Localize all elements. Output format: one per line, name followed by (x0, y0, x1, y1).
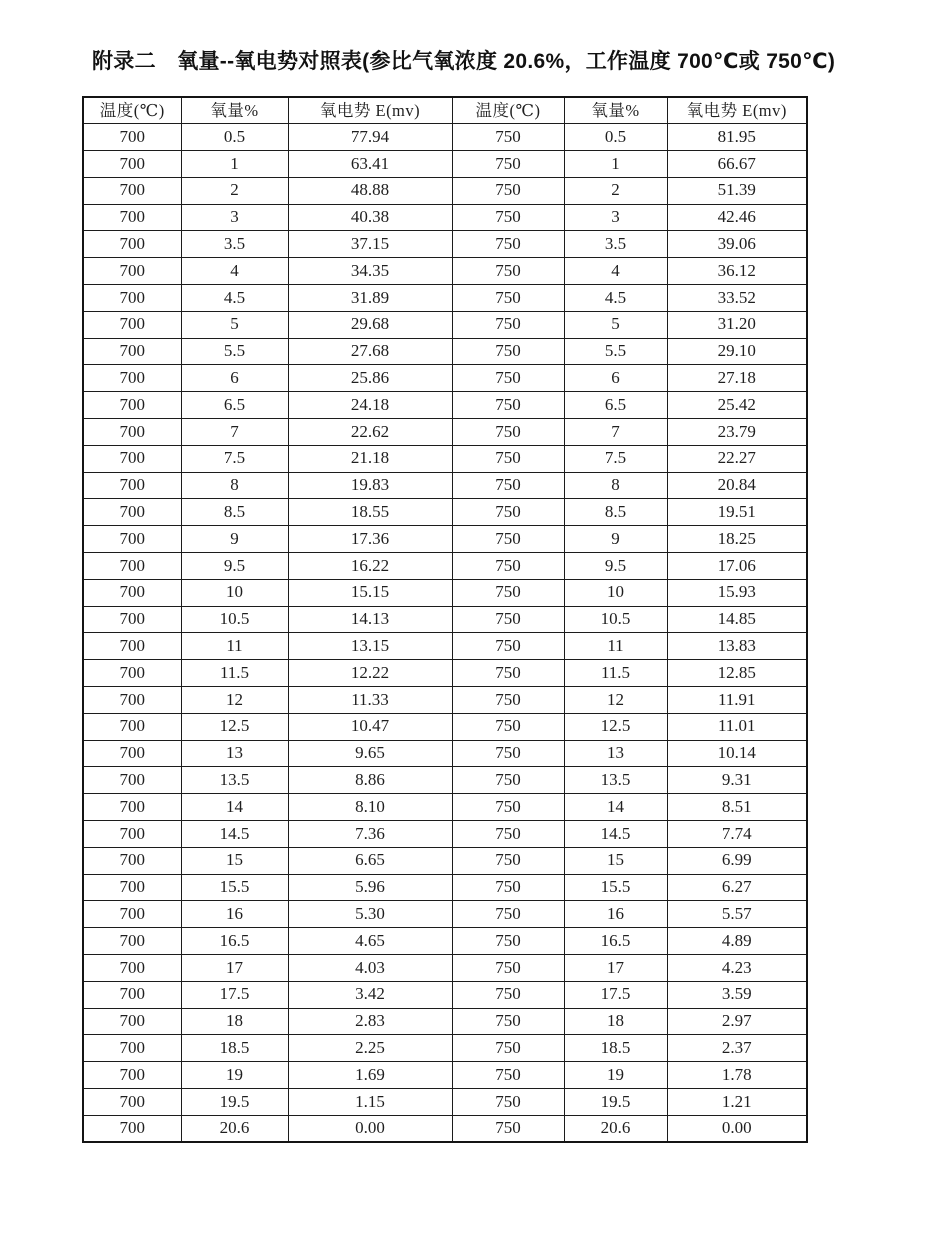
table-row (83, 365, 807, 392)
table-row (83, 713, 807, 740)
table-cell: 12 (181, 687, 288, 714)
table-cell: 14.13 (288, 606, 452, 633)
table-cell: 17.5 (564, 981, 667, 1008)
table-cell: 20.84 (667, 472, 807, 499)
table-row (83, 767, 807, 794)
table-cell: 5.5 (564, 338, 667, 365)
table-cell: 13 (564, 740, 667, 767)
table-cell: 750 (452, 955, 564, 982)
table-cell: 700 (83, 338, 181, 365)
table-row (83, 847, 807, 874)
table-cell: 7.5 (564, 445, 667, 472)
table-cell: 700 (83, 499, 181, 526)
table-cell: 750 (452, 365, 564, 392)
table-cell: 750 (452, 124, 564, 151)
table-cell: 36.12 (667, 258, 807, 285)
table-cell: 4.65 (288, 928, 452, 955)
table-cell: 21.18 (288, 445, 452, 472)
table-cell: 6.27 (667, 874, 807, 901)
table-row (83, 499, 807, 526)
page-title: 附录二 氧量--氧电势对照表(参比气氧浓度 20.6%，工作温度 700℃或 750℃) (92, 50, 836, 73)
table-cell: 63.41 (288, 151, 452, 178)
table-cell: 750 (452, 231, 564, 258)
table-row (83, 204, 807, 231)
table-cell: 11.01 (667, 713, 807, 740)
table-cell: 19.51 (667, 499, 807, 526)
table-cell: 8.5 (564, 499, 667, 526)
table-cell: 5.96 (288, 874, 452, 901)
table-cell: 700 (83, 1035, 181, 1062)
table-cell: 0.00 (288, 1115, 452, 1142)
table-cell: 750 (452, 740, 564, 767)
table-row (83, 874, 807, 901)
table-cell: 9.31 (667, 767, 807, 794)
table-cell: 31.89 (288, 285, 452, 312)
table-cell: 27.68 (288, 338, 452, 365)
table-cell: 11 (564, 633, 667, 660)
table-cell: 0.00 (667, 1115, 807, 1142)
table-row (83, 1115, 807, 1142)
table-cell: 8.86 (288, 767, 452, 794)
table-cell: 77.94 (288, 124, 452, 151)
table-cell: 7.74 (667, 821, 807, 848)
table-cell: 6.65 (288, 847, 452, 874)
table-cell: 8.10 (288, 794, 452, 821)
table-row (83, 526, 807, 553)
table-cell: 15.5 (564, 874, 667, 901)
table-cell: 2.97 (667, 1008, 807, 1035)
table-cell: 700 (83, 1115, 181, 1142)
table-body (83, 124, 807, 1142)
table-cell: 700 (83, 633, 181, 660)
table-cell: 16.5 (564, 928, 667, 955)
table-row (83, 606, 807, 633)
table-cell: 700 (83, 445, 181, 472)
table-cell: 9 (181, 526, 288, 553)
table-cell: 5 (564, 311, 667, 338)
table-cell: 15.93 (667, 579, 807, 606)
table-cell: 700 (83, 258, 181, 285)
table-cell: 750 (452, 713, 564, 740)
table-cell: 700 (83, 847, 181, 874)
table-cell: 33.52 (667, 285, 807, 312)
table-row (83, 258, 807, 285)
table-cell: 51.39 (667, 177, 807, 204)
table-cell: 700 (83, 1062, 181, 1089)
table-cell: 7.5 (181, 445, 288, 472)
table-cell: 12.85 (667, 660, 807, 687)
table-cell: 17 (181, 955, 288, 982)
table-cell: 7 (564, 419, 667, 446)
table-row (83, 177, 807, 204)
table-cell: 750 (452, 258, 564, 285)
table-cell: 750 (452, 794, 564, 821)
table-cell: 7.36 (288, 821, 452, 848)
table-cell: 14.85 (667, 606, 807, 633)
table-cell: 750 (452, 445, 564, 472)
table-cell: 700 (83, 365, 181, 392)
table-cell: 700 (83, 606, 181, 633)
table-row (83, 740, 807, 767)
column-header-temperature-left: 温度(℃) (83, 97, 181, 124)
table-row (83, 445, 807, 472)
table-cell: 3 (181, 204, 288, 231)
table-cell: 15 (181, 847, 288, 874)
table-cell: 2 (181, 177, 288, 204)
table-cell: 700 (83, 713, 181, 740)
table-cell: 29.68 (288, 311, 452, 338)
table-cell: 11.33 (288, 687, 452, 714)
table-cell: 16.5 (181, 928, 288, 955)
table-cell: 12 (564, 687, 667, 714)
table-cell: 16 (564, 901, 667, 928)
table-row (83, 981, 807, 1008)
table-row (83, 419, 807, 446)
table-cell: 750 (452, 392, 564, 419)
table-row (83, 151, 807, 178)
table-cell: 750 (452, 499, 564, 526)
table-cell: 27.18 (667, 365, 807, 392)
table-cell: 66.67 (667, 151, 807, 178)
column-header-potential-left: 氧电势 E(mv) (288, 97, 452, 124)
table-row (83, 955, 807, 982)
table-cell: 9 (564, 526, 667, 553)
table-cell: 700 (83, 285, 181, 312)
table-cell: 700 (83, 392, 181, 419)
table-cell: 4 (181, 258, 288, 285)
table-cell: 25.42 (667, 392, 807, 419)
table-cell: 700 (83, 151, 181, 178)
table-cell: 700 (83, 687, 181, 714)
table-cell: 10.5 (181, 606, 288, 633)
table-cell: 29.10 (667, 338, 807, 365)
table-cell: 11.5 (181, 660, 288, 687)
table-cell: 11.5 (564, 660, 667, 687)
table-cell: 700 (83, 955, 181, 982)
table-cell: 750 (452, 767, 564, 794)
table-cell: 700 (83, 124, 181, 151)
table-cell: 34.35 (288, 258, 452, 285)
table-cell: 700 (83, 874, 181, 901)
table-cell: 18 (181, 1008, 288, 1035)
table-row (83, 687, 807, 714)
table-cell: 750 (452, 606, 564, 633)
table-row (83, 633, 807, 660)
table-cell: 4.5 (564, 285, 667, 312)
table-cell: 3.59 (667, 981, 807, 1008)
table-cell: 25.86 (288, 365, 452, 392)
table-cell: 2.37 (667, 1035, 807, 1062)
table-row (83, 1035, 807, 1062)
table-cell: 3.5 (181, 231, 288, 258)
table-cell: 700 (83, 419, 181, 446)
table-cell: 750 (452, 874, 564, 901)
table-row (83, 1088, 807, 1115)
table-cell: 10.47 (288, 713, 452, 740)
table-cell: 23.79 (667, 419, 807, 446)
table-cell: 12.22 (288, 660, 452, 687)
table-row (83, 794, 807, 821)
table-cell: 8.51 (667, 794, 807, 821)
table-cell: 42.46 (667, 204, 807, 231)
table-cell: 4.23 (667, 955, 807, 982)
table-cell: 750 (452, 526, 564, 553)
table-cell: 20.6 (564, 1115, 667, 1142)
table-cell: 13.5 (564, 767, 667, 794)
table-cell: 2.83 (288, 1008, 452, 1035)
table-cell: 5.57 (667, 901, 807, 928)
table-cell: 15 (564, 847, 667, 874)
table-cell: 3.5 (564, 231, 667, 258)
table-cell: 22.62 (288, 419, 452, 446)
table-cell: 1.15 (288, 1088, 452, 1115)
table-cell: 6 (181, 365, 288, 392)
table-cell: 10.14 (667, 740, 807, 767)
table-cell: 48.88 (288, 177, 452, 204)
table-cell: 700 (83, 204, 181, 231)
table-row (83, 285, 807, 312)
table-cell: 700 (83, 767, 181, 794)
table-cell: 750 (452, 1115, 564, 1142)
table-cell: 9.5 (181, 553, 288, 580)
table-cell: 19.5 (181, 1088, 288, 1115)
table-cell: 5.5 (181, 338, 288, 365)
table-cell: 15.15 (288, 579, 452, 606)
column-header-potential-right: 氧电势 E(mv) (667, 97, 807, 124)
table-cell: 10.5 (564, 606, 667, 633)
table-row (83, 311, 807, 338)
table-cell: 700 (83, 928, 181, 955)
table-row (83, 231, 807, 258)
table-row (83, 392, 807, 419)
table-cell: 37.15 (288, 231, 452, 258)
table-cell: 16 (181, 901, 288, 928)
table-cell: 20.6 (181, 1115, 288, 1142)
table-cell: 750 (452, 338, 564, 365)
table-cell: 700 (83, 526, 181, 553)
table-row (83, 660, 807, 687)
table-cell: 700 (83, 1088, 181, 1115)
table-cell: 13.5 (181, 767, 288, 794)
table-cell: 700 (83, 901, 181, 928)
table-cell: 8.5 (181, 499, 288, 526)
table-cell: 11.91 (667, 687, 807, 714)
table-cell: 4.89 (667, 928, 807, 955)
table-cell: 700 (83, 579, 181, 606)
table-cell: 18.25 (667, 526, 807, 553)
table-cell: 750 (452, 579, 564, 606)
table-cell: 39.06 (667, 231, 807, 258)
table-cell: 700 (83, 311, 181, 338)
table-cell: 700 (83, 660, 181, 687)
table-cell: 17.36 (288, 526, 452, 553)
table-cell: 19 (564, 1062, 667, 1089)
table-cell: 700 (83, 472, 181, 499)
table-cell: 4.5 (181, 285, 288, 312)
table-cell: 700 (83, 794, 181, 821)
table-cell: 31.20 (667, 311, 807, 338)
table-row (83, 338, 807, 365)
table-cell: 750 (452, 821, 564, 848)
table-cell: 12.5 (181, 713, 288, 740)
table-row (83, 1008, 807, 1035)
table-cell: 750 (452, 472, 564, 499)
table-cell: 1 (181, 151, 288, 178)
table-row (83, 928, 807, 955)
table-cell: 18 (564, 1008, 667, 1035)
table-cell: 1.78 (667, 1062, 807, 1089)
table-cell: 750 (452, 204, 564, 231)
table-cell: 2 (564, 177, 667, 204)
table-cell: 1 (564, 151, 667, 178)
table-cell: 700 (83, 231, 181, 258)
table-cell: 8 (564, 472, 667, 499)
table-cell: 15.5 (181, 874, 288, 901)
table-cell: 3.42 (288, 981, 452, 1008)
table-cell: 750 (452, 311, 564, 338)
table-cell: 17.06 (667, 553, 807, 580)
table-cell: 10 (181, 579, 288, 606)
table-cell: 12.5 (564, 713, 667, 740)
table-row (83, 821, 807, 848)
table-cell: 81.95 (667, 124, 807, 151)
table-cell: 18.55 (288, 499, 452, 526)
table-row (83, 579, 807, 606)
table-cell: 17 (564, 955, 667, 982)
column-header-oxygen-left: 氧量% (181, 97, 288, 124)
table-cell: 700 (83, 177, 181, 204)
table-cell: 750 (452, 1008, 564, 1035)
table-cell: 1.69 (288, 1062, 452, 1089)
table-cell: 3 (564, 204, 667, 231)
table-cell: 8 (181, 472, 288, 499)
table-cell: 750 (452, 1035, 564, 1062)
table-row (83, 553, 807, 580)
table-cell: 750 (452, 660, 564, 687)
table-row (83, 472, 807, 499)
table-cell: 9.65 (288, 740, 452, 767)
header-row (83, 97, 807, 124)
table-cell: 750 (452, 177, 564, 204)
table-cell: 4.03 (288, 955, 452, 982)
table-cell: 18.5 (564, 1035, 667, 1062)
table-cell: 6.5 (181, 392, 288, 419)
table-cell: 700 (83, 981, 181, 1008)
table-cell: 750 (452, 151, 564, 178)
table-cell: 2.25 (288, 1035, 452, 1062)
table-cell: 16.22 (288, 553, 452, 580)
table-cell: 700 (83, 740, 181, 767)
table-cell: 17.5 (181, 981, 288, 1008)
table-cell: 700 (83, 553, 181, 580)
table-cell: 7 (181, 419, 288, 446)
table-cell: 40.38 (288, 204, 452, 231)
table-cell: 750 (452, 633, 564, 660)
table-cell: 700 (83, 1008, 181, 1035)
table-cell: 750 (452, 1088, 564, 1115)
table-cell: 700 (83, 821, 181, 848)
table-cell: 0.5 (181, 124, 288, 151)
table-cell: 750 (452, 928, 564, 955)
table-cell: 6.5 (564, 392, 667, 419)
table-cell: 22.27 (667, 445, 807, 472)
table-cell: 0.5 (564, 124, 667, 151)
table-cell: 750 (452, 901, 564, 928)
table-cell: 11 (181, 633, 288, 660)
table-cell: 19.83 (288, 472, 452, 499)
table-row (83, 124, 807, 151)
table-cell: 14.5 (564, 821, 667, 848)
table-cell: 24.18 (288, 392, 452, 419)
table-cell: 9.5 (564, 553, 667, 580)
table-cell: 750 (452, 1062, 564, 1089)
table-cell: 13 (181, 740, 288, 767)
table-cell: 6 (564, 365, 667, 392)
table-row (83, 1062, 807, 1089)
table-cell: 14 (181, 794, 288, 821)
table-cell: 750 (452, 553, 564, 580)
table-cell: 14 (564, 794, 667, 821)
oxygen-potential-table (82, 96, 808, 1143)
table-cell: 13.15 (288, 633, 452, 660)
table-cell: 19 (181, 1062, 288, 1089)
table-cell: 6.99 (667, 847, 807, 874)
column-header-temperature-right: 温度(℃) (452, 97, 564, 124)
table-cell: 1.21 (667, 1088, 807, 1115)
table-row (83, 901, 807, 928)
table-cell: 14.5 (181, 821, 288, 848)
table-cell: 18.5 (181, 1035, 288, 1062)
table-header (83, 97, 807, 124)
table-cell: 13.83 (667, 633, 807, 660)
column-header-oxygen-right: 氧量% (564, 97, 667, 124)
table-cell: 750 (452, 687, 564, 714)
table-cell: 5 (181, 311, 288, 338)
table-cell: 10 (564, 579, 667, 606)
table-cell: 750 (452, 419, 564, 446)
table-cell: 19.5 (564, 1088, 667, 1115)
table-cell: 750 (452, 847, 564, 874)
table-cell: 5.30 (288, 901, 452, 928)
table-cell: 750 (452, 285, 564, 312)
table-cell: 750 (452, 981, 564, 1008)
table-cell: 4 (564, 258, 667, 285)
